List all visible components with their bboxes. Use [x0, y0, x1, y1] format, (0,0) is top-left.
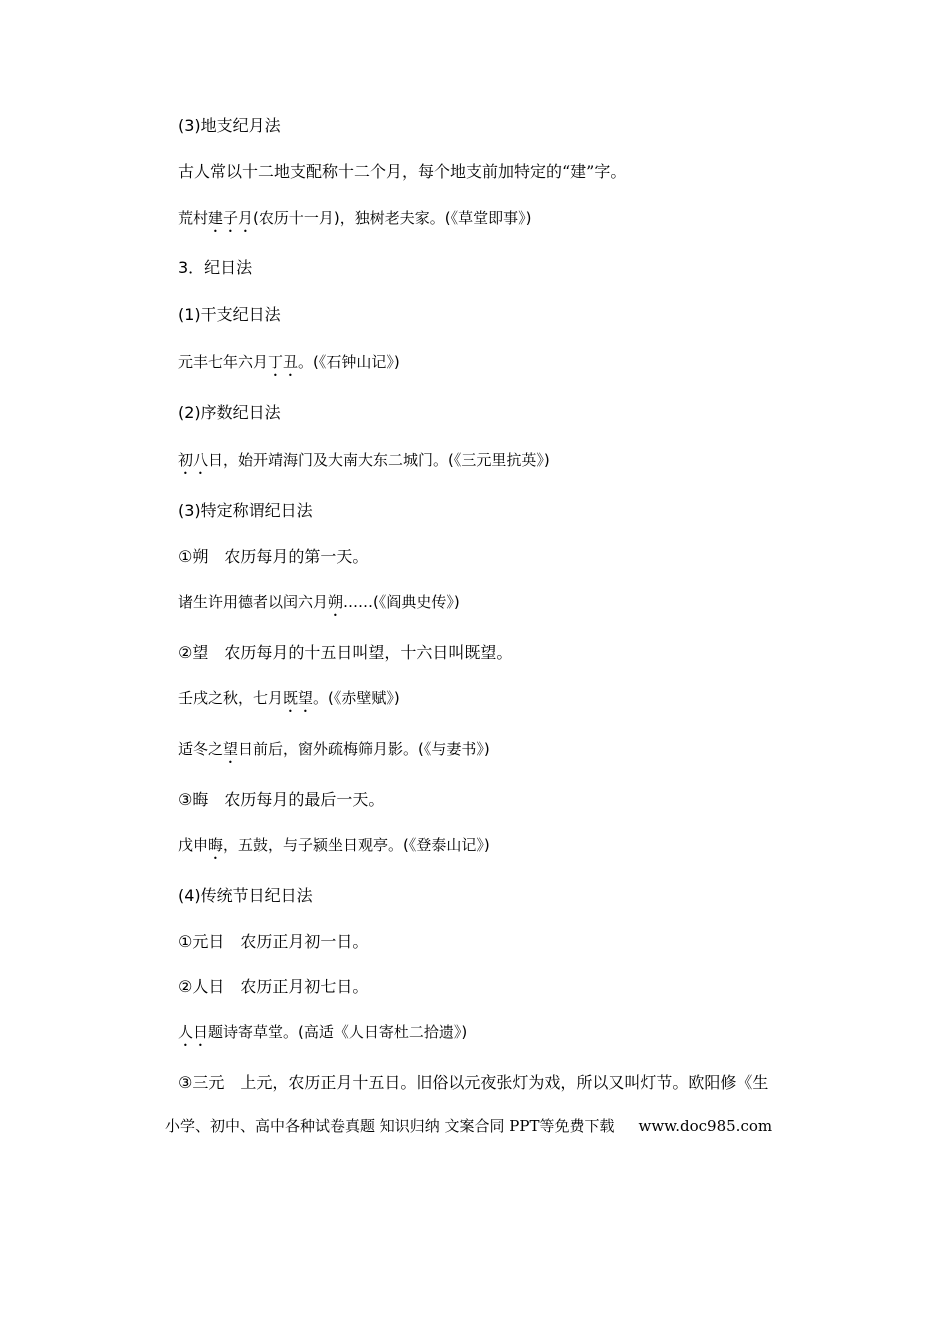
emphasized-text: 丁丑	[268, 353, 299, 371]
emphasized-text: 初八	[178, 451, 209, 469]
footer-url[interactable]: www.doc985.com	[638, 1117, 773, 1135]
emphasized-text: 人日	[178, 1023, 209, 1041]
heading-ordinal-day: (2)序数纪日法	[178, 403, 281, 422]
heading-day-method: 3．纪日法	[178, 258, 253, 277]
heading-special-day: (3)特定称谓纪日法	[178, 501, 313, 520]
emphasized-text: 既望	[283, 689, 314, 707]
example-cao-tang: 荒村建子月(农历十一月)，独树老夫家。(《草堂即事》)	[178, 209, 532, 227]
example-yuqishu: 适冬之望日前后，窗外疏梅筛月影。(《与妻书》)	[178, 740, 490, 758]
footer-text: 小学、初中、高中各种试卷真题 知识归纳 文案合同 PPT等免费下载	[165, 1117, 615, 1135]
term-renri: ②人日 农历正月初七日。	[178, 977, 369, 996]
example-taishan: 戊申晦，五鼓，与子颍坐日观亭。(《登泰山记》)	[178, 836, 490, 854]
emphasized-text: 建子月	[208, 209, 254, 227]
heading-festival-day: (4)传统节日纪日法	[178, 886, 313, 905]
term-wang: ②望 农历每月的十五日叫望，十六日叫既望。	[178, 643, 513, 662]
emphasized-text: 朔	[328, 593, 344, 611]
page-footer	[165, 1116, 772, 1136]
emphasized-text: 晦	[208, 836, 224, 854]
example-sanyuanli: 初八日，始开靖海门及大南大东二城门。(《三元里抗英》)	[178, 451, 550, 469]
emphasized-text: 望	[223, 740, 239, 758]
heading-ganzhi-day: (1)干支纪日法	[178, 305, 281, 324]
example-chibi: 壬戌之秋，七月既望。(《赤壁赋》)	[178, 689, 400, 707]
example-yandian: 诸生许用德者以闰六月朔……(《阎典史传》)	[178, 593, 460, 611]
example-shizhong: 元丰七年六月丁丑。(《石钟山记》)	[178, 353, 400, 371]
heading-dizhi-month: (3)地支纪月法	[178, 116, 281, 135]
example-gaoshi: 人日题诗寄草堂。(高适《人日寄杜二拾遗》)	[178, 1023, 468, 1041]
paragraph-dizhi-desc: 古人常以十二地支配称十二个月，每个地支前加特定的“建”字。	[178, 162, 627, 181]
term-yuanri: ①元日 农历正月初一日。	[178, 932, 369, 951]
term-hui: ③晦 农历每月的最后一天。	[178, 790, 385, 809]
term-shuo: ①朔 农历每月的第一天。	[178, 547, 369, 566]
term-sanyuan: ③三元 上元，农历正月十五日。旧俗以元夜张灯为戏，所以又叫灯节。欧阳修《生	[178, 1073, 769, 1092]
